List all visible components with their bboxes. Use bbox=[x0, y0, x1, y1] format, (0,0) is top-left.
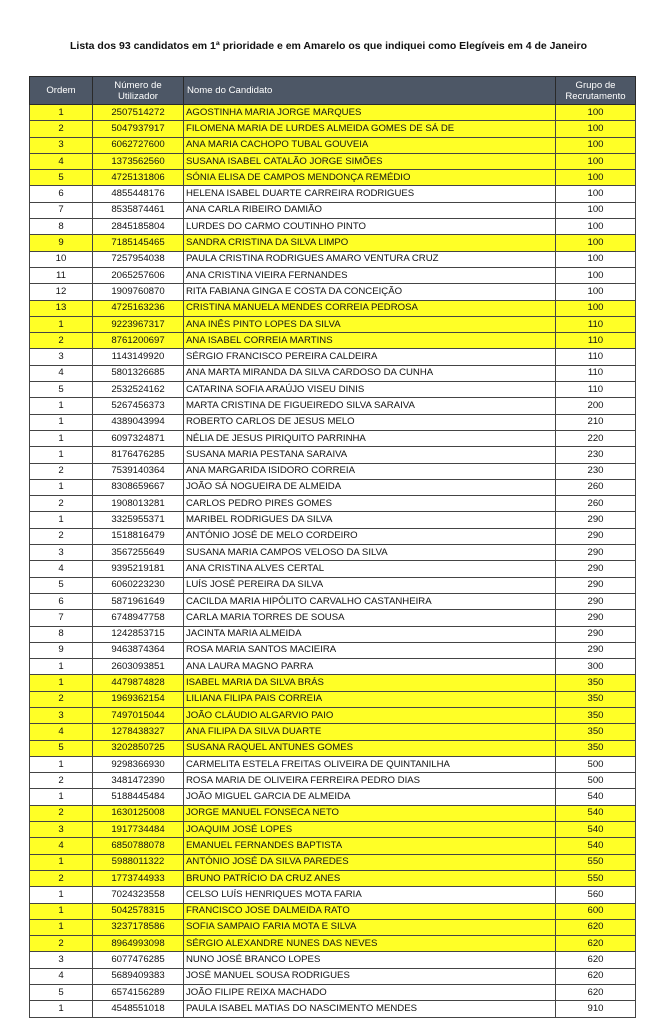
cell-nome-candidato: PAULA ISABEL MATIAS DO NASCIMENTO MENDES bbox=[184, 1001, 556, 1017]
cell-nome-candidato: SUSANA MARIA PESTANA SARAIVA bbox=[184, 447, 556, 463]
cell-grupo-recrutamento: 500 bbox=[556, 756, 636, 772]
table-row bbox=[30, 284, 636, 300]
cell-ordem: 1 bbox=[30, 903, 93, 919]
cell-numero-utilizador: 7539140364 bbox=[93, 463, 184, 479]
cell-ordem: 2 bbox=[30, 805, 93, 821]
table-row bbox=[30, 707, 636, 723]
table-row bbox=[30, 756, 636, 772]
cell-nome-candidato: ANA ISABEL CORREIA MARTINS bbox=[184, 333, 556, 349]
cell-ordem: 2 bbox=[30, 936, 93, 952]
cell-numero-utilizador: 1518816479 bbox=[93, 528, 184, 544]
cell-nome-candidato: JOÃO FILIPE REIXA MACHADO bbox=[184, 985, 556, 1001]
cell-grupo-recrutamento: 100 bbox=[556, 300, 636, 316]
cell-grupo-recrutamento: 100 bbox=[556, 186, 636, 202]
cell-grupo-recrutamento: 540 bbox=[556, 789, 636, 805]
cell-numero-utilizador: 9223967317 bbox=[93, 316, 184, 332]
table-row bbox=[30, 121, 636, 137]
cell-nome-candidato: ANA MARTA MIRANDA DA SILVA CARDOSO DA CUNHA bbox=[184, 365, 556, 381]
cell-nome-candidato: SÉRGIO ALEXANDRE NUNES DAS NEVES bbox=[184, 936, 556, 952]
header-ordem: Ordem bbox=[30, 77, 93, 105]
cell-numero-utilizador: 6060223230 bbox=[93, 577, 184, 593]
table-row bbox=[30, 219, 636, 235]
cell-ordem: 4 bbox=[30, 561, 93, 577]
cell-numero-utilizador: 2845185804 bbox=[93, 219, 184, 235]
cell-numero-utilizador: 3567255649 bbox=[93, 545, 184, 561]
cell-nome-candidato: PAULA CRISTINA RODRIGUES AMARO VENTURA CRUZ bbox=[184, 251, 556, 267]
cell-ordem: 1 bbox=[30, 398, 93, 414]
table-row bbox=[30, 267, 636, 283]
cell-ordem: 11 bbox=[30, 267, 93, 283]
cell-ordem: 4 bbox=[30, 968, 93, 984]
cell-ordem: 8 bbox=[30, 219, 93, 235]
cell-nome-candidato: SÓNIA ELISA DE CAMPOS MENDONÇA REMÉDIO bbox=[184, 170, 556, 186]
cell-grupo-recrutamento: 100 bbox=[556, 235, 636, 251]
cell-ordem: 1 bbox=[30, 919, 93, 935]
cell-numero-utilizador: 5801326685 bbox=[93, 365, 184, 381]
cell-numero-utilizador: 6850788078 bbox=[93, 838, 184, 854]
cell-nome-candidato: JOSÉ MANUEL SOUSA RODRIGUES bbox=[184, 968, 556, 984]
cell-ordem: 2 bbox=[30, 773, 93, 789]
cell-nome-candidato: JOÃO SÁ NOGUEIRA DE ALMEIDA bbox=[184, 479, 556, 495]
cell-ordem: 2 bbox=[30, 463, 93, 479]
table-row bbox=[30, 349, 636, 365]
cell-grupo-recrutamento: 350 bbox=[556, 675, 636, 691]
cell-ordem: 7 bbox=[30, 610, 93, 626]
cell-nome-candidato: MARTA CRISTINA DE FIGUEIREDO SILVA SARAIVA bbox=[184, 398, 556, 414]
table-row bbox=[30, 512, 636, 528]
table-row bbox=[30, 919, 636, 935]
cell-nome-candidato: ANA CRISTINA ALVES CERTAL bbox=[184, 561, 556, 577]
cell-nome-candidato: LUÍS JOSÉ PEREIRA DA SILVA bbox=[184, 577, 556, 593]
cell-grupo-recrutamento: 350 bbox=[556, 724, 636, 740]
table-row bbox=[30, 985, 636, 1001]
cell-nome-candidato: SÉRGIO FRANCISCO PEREIRA CALDEIRA bbox=[184, 349, 556, 365]
cell-nome-candidato: NÉLIA DE JESUS PIRIQUITO PARRINHA bbox=[184, 430, 556, 446]
cell-ordem: 1 bbox=[30, 105, 93, 121]
cell-ordem: 13 bbox=[30, 300, 93, 316]
table-row bbox=[30, 430, 636, 446]
cell-grupo-recrutamento: 910 bbox=[556, 1001, 636, 1017]
cell-numero-utilizador: 1242853715 bbox=[93, 626, 184, 642]
cell-grupo-recrutamento: 100 bbox=[556, 267, 636, 283]
cell-ordem: 1 bbox=[30, 756, 93, 772]
cell-grupo-recrutamento: 100 bbox=[556, 251, 636, 267]
cell-numero-utilizador: 3481472390 bbox=[93, 773, 184, 789]
table-row bbox=[30, 1001, 636, 1017]
table-row bbox=[30, 870, 636, 886]
cell-ordem: 5 bbox=[30, 170, 93, 186]
cell-ordem: 6 bbox=[30, 593, 93, 609]
cell-ordem: 1 bbox=[30, 447, 93, 463]
cell-grupo-recrutamento: 100 bbox=[556, 153, 636, 169]
cell-grupo-recrutamento: 620 bbox=[556, 985, 636, 1001]
table-row bbox=[30, 691, 636, 707]
table-row bbox=[30, 659, 636, 675]
cell-grupo-recrutamento: 100 bbox=[556, 284, 636, 300]
cell-grupo-recrutamento: 290 bbox=[556, 545, 636, 561]
table-row bbox=[30, 463, 636, 479]
cell-nome-candidato: SOFIA SAMPAIO FARIA MOTA E SILVA bbox=[184, 919, 556, 935]
cell-ordem: 9 bbox=[30, 235, 93, 251]
cell-nome-candidato: ROSA MARIA SANTOS MACIEIRA bbox=[184, 642, 556, 658]
cell-numero-utilizador: 2507514272 bbox=[93, 105, 184, 121]
cell-ordem: 10 bbox=[30, 251, 93, 267]
cell-numero-utilizador: 1908013281 bbox=[93, 496, 184, 512]
cell-nome-candidato: ISABEL MARIA DA SILVA BRÁS bbox=[184, 675, 556, 691]
cell-nome-candidato: JORGE MANUEL FONSECA NETO bbox=[184, 805, 556, 821]
cell-grupo-recrutamento: 540 bbox=[556, 838, 636, 854]
cell-nome-candidato: CRISTINA MANUELA MENDES CORREIA PEDROSA bbox=[184, 300, 556, 316]
cell-ordem: 1 bbox=[30, 789, 93, 805]
cell-numero-utilizador: 4479874828 bbox=[93, 675, 184, 691]
cell-ordem: 4 bbox=[30, 365, 93, 381]
cell-ordem: 2 bbox=[30, 121, 93, 137]
table-row bbox=[30, 561, 636, 577]
table-row bbox=[30, 528, 636, 544]
cell-nome-candidato: CARLA MARIA TORRES DE SOUSA bbox=[184, 610, 556, 626]
table-row bbox=[30, 545, 636, 561]
cell-numero-utilizador: 1917734484 bbox=[93, 822, 184, 838]
cell-numero-utilizador: 1969362154 bbox=[93, 691, 184, 707]
table-body bbox=[30, 105, 636, 1018]
cell-nome-candidato: CACILDA MARIA HIPÓLITO CARVALHO CASTANHEIRA bbox=[184, 593, 556, 609]
cell-grupo-recrutamento: 550 bbox=[556, 870, 636, 886]
table-row bbox=[30, 789, 636, 805]
table-row bbox=[30, 593, 636, 609]
cell-numero-utilizador: 3325955371 bbox=[93, 512, 184, 528]
cell-numero-utilizador: 5047937917 bbox=[93, 121, 184, 137]
cell-grupo-recrutamento: 540 bbox=[556, 805, 636, 821]
cell-nome-candidato: SUSANA MARIA CAMPOS VELOSO DA SILVA bbox=[184, 545, 556, 561]
cell-nome-candidato: ANTÓNIO JOSÉ DE MELO CORDEIRO bbox=[184, 528, 556, 544]
table-row bbox=[30, 137, 636, 153]
cell-nome-candidato: JOÃO CLÁUDIO ALGARVIO PAIO bbox=[184, 707, 556, 723]
table-row bbox=[30, 854, 636, 870]
cell-nome-candidato: LILIANA FILIPA PAIS CORREIA bbox=[184, 691, 556, 707]
cell-numero-utilizador: 4389043994 bbox=[93, 414, 184, 430]
cell-numero-utilizador: 2065257606 bbox=[93, 267, 184, 283]
cell-numero-utilizador: 7257954038 bbox=[93, 251, 184, 267]
cell-ordem: 1 bbox=[30, 675, 93, 691]
cell-grupo-recrutamento: 100 bbox=[556, 219, 636, 235]
cell-nome-candidato: FRANCISCO JOSE DALMEIDA RATO bbox=[184, 903, 556, 919]
table-row bbox=[30, 251, 636, 267]
cell-grupo-recrutamento: 620 bbox=[556, 936, 636, 952]
cell-numero-utilizador: 6077476285 bbox=[93, 952, 184, 968]
cell-nome-candidato: EMANUEL FERNANDES BAPTISTA bbox=[184, 838, 556, 854]
cell-grupo-recrutamento: 230 bbox=[556, 463, 636, 479]
table-row bbox=[30, 316, 636, 332]
cell-nome-candidato: ANA INÊS PINTO LOPES DA SILVA bbox=[184, 316, 556, 332]
cell-nome-candidato: AGOSTINHA MARIA JORGE MARQUES bbox=[184, 105, 556, 121]
cell-grupo-recrutamento: 230 bbox=[556, 447, 636, 463]
cell-numero-utilizador: 1278438327 bbox=[93, 724, 184, 740]
cell-grupo-recrutamento: 260 bbox=[556, 479, 636, 495]
header-numero-utilizador: Número de Utilizador bbox=[93, 77, 184, 105]
candidates-table bbox=[29, 76, 636, 1018]
cell-grupo-recrutamento: 110 bbox=[556, 365, 636, 381]
cell-ordem: 12 bbox=[30, 284, 93, 300]
table-row bbox=[30, 496, 636, 512]
cell-nome-candidato: MARIBEL RODRIGUES DA SILVA bbox=[184, 512, 556, 528]
table-header-row bbox=[30, 77, 636, 105]
cell-ordem: 1 bbox=[30, 316, 93, 332]
cell-grupo-recrutamento: 100 bbox=[556, 105, 636, 121]
cell-grupo-recrutamento: 210 bbox=[556, 414, 636, 430]
cell-nome-candidato: ANA LAURA MAGNO PARRA bbox=[184, 659, 556, 675]
cell-nome-candidato: SANDRA CRISTINA DA SILVA LIMPO bbox=[184, 235, 556, 251]
cell-ordem: 5 bbox=[30, 577, 93, 593]
table-row bbox=[30, 952, 636, 968]
cell-ordem: 1 bbox=[30, 854, 93, 870]
cell-nome-candidato: RITA FABIANA GINGA E COSTA DA CONCEIÇÃO bbox=[184, 284, 556, 300]
cell-ordem: 2 bbox=[30, 528, 93, 544]
cell-numero-utilizador: 5042578315 bbox=[93, 903, 184, 919]
cell-numero-utilizador: 7185145465 bbox=[93, 235, 184, 251]
cell-grupo-recrutamento: 100 bbox=[556, 202, 636, 218]
cell-ordem: 5 bbox=[30, 740, 93, 756]
cell-ordem: 9 bbox=[30, 642, 93, 658]
cell-grupo-recrutamento: 200 bbox=[556, 398, 636, 414]
table-row bbox=[30, 300, 636, 316]
cell-ordem: 4 bbox=[30, 838, 93, 854]
cell-numero-utilizador: 4855448176 bbox=[93, 186, 184, 202]
cell-nome-candidato: ROSA MARIA DE OLIVEIRA FERREIRA PEDRO DIAS bbox=[184, 773, 556, 789]
cell-numero-utilizador: 5689409383 bbox=[93, 968, 184, 984]
cell-ordem: 3 bbox=[30, 707, 93, 723]
cell-grupo-recrutamento: 620 bbox=[556, 919, 636, 935]
cell-numero-utilizador: 1909760870 bbox=[93, 284, 184, 300]
cell-ordem: 5 bbox=[30, 382, 93, 398]
cell-numero-utilizador: 3237178586 bbox=[93, 919, 184, 935]
cell-ordem: 6 bbox=[30, 186, 93, 202]
cell-ordem: 2 bbox=[30, 333, 93, 349]
cell-numero-utilizador: 5188445484 bbox=[93, 789, 184, 805]
table-row bbox=[30, 805, 636, 821]
cell-ordem: 4 bbox=[30, 724, 93, 740]
cell-nome-candidato: CATARINA SOFIA ARAÚJO VISEU DINIS bbox=[184, 382, 556, 398]
cell-grupo-recrutamento: 290 bbox=[556, 642, 636, 658]
cell-ordem: 2 bbox=[30, 496, 93, 512]
table-row bbox=[30, 414, 636, 430]
cell-numero-utilizador: 4548551018 bbox=[93, 1001, 184, 1017]
table-row bbox=[30, 936, 636, 952]
table-row bbox=[30, 822, 636, 838]
cell-numero-utilizador: 8761200697 bbox=[93, 333, 184, 349]
table-row bbox=[30, 903, 636, 919]
cell-grupo-recrutamento: 110 bbox=[556, 382, 636, 398]
table-row bbox=[30, 186, 636, 202]
cell-ordem: 3 bbox=[30, 349, 93, 365]
cell-grupo-recrutamento: 350 bbox=[556, 740, 636, 756]
cell-grupo-recrutamento: 110 bbox=[556, 349, 636, 365]
cell-numero-utilizador: 6062727600 bbox=[93, 137, 184, 153]
cell-grupo-recrutamento: 560 bbox=[556, 887, 636, 903]
cell-grupo-recrutamento: 290 bbox=[556, 577, 636, 593]
table-row bbox=[30, 838, 636, 854]
table-row bbox=[30, 153, 636, 169]
cell-grupo-recrutamento: 220 bbox=[556, 430, 636, 446]
table-row bbox=[30, 202, 636, 218]
cell-numero-utilizador: 3202850725 bbox=[93, 740, 184, 756]
cell-ordem: 3 bbox=[30, 822, 93, 838]
cell-grupo-recrutamento: 600 bbox=[556, 903, 636, 919]
cell-grupo-recrutamento: 500 bbox=[556, 773, 636, 789]
cell-nome-candidato: JACINTA MARIA ALMEIDA bbox=[184, 626, 556, 642]
cell-ordem: 1 bbox=[30, 887, 93, 903]
cell-ordem: 2 bbox=[30, 691, 93, 707]
cell-grupo-recrutamento: 100 bbox=[556, 121, 636, 137]
cell-nome-candidato: SUSANA RAQUEL ANTUNES GOMES bbox=[184, 740, 556, 756]
cell-numero-utilizador: 1373562560 bbox=[93, 153, 184, 169]
cell-grupo-recrutamento: 290 bbox=[556, 593, 636, 609]
cell-ordem: 1 bbox=[30, 430, 93, 446]
cell-grupo-recrutamento: 540 bbox=[556, 822, 636, 838]
cell-ordem: 3 bbox=[30, 137, 93, 153]
table-row bbox=[30, 382, 636, 398]
cell-numero-utilizador: 2603093851 bbox=[93, 659, 184, 675]
cell-nome-candidato: FILOMENA MARIA DE LURDES ALMEIDA GOMES DE SÁ DE bbox=[184, 121, 556, 137]
table-row bbox=[30, 479, 636, 495]
table-row bbox=[30, 740, 636, 756]
cell-nome-candidato: ANA CRISTINA VIEIRA FERNANDES bbox=[184, 267, 556, 283]
header-grupo-recrutamento: Grupo de Recrutamento bbox=[556, 77, 636, 105]
cell-nome-candidato: NUNO JOSÉ BRANCO LOPES bbox=[184, 952, 556, 968]
table-row bbox=[30, 642, 636, 658]
cell-numero-utilizador: 5267456373 bbox=[93, 398, 184, 414]
table-row bbox=[30, 577, 636, 593]
table-row bbox=[30, 235, 636, 251]
cell-numero-utilizador: 9395219181 bbox=[93, 561, 184, 577]
header-nome-candidato: Nome do Candidato bbox=[184, 77, 556, 105]
cell-nome-candidato: ANA MARIA CACHOPO TUBAL GOUVEIA bbox=[184, 137, 556, 153]
cell-grupo-recrutamento: 620 bbox=[556, 968, 636, 984]
cell-grupo-recrutamento: 350 bbox=[556, 691, 636, 707]
table-row bbox=[30, 968, 636, 984]
cell-numero-utilizador: 1630125008 bbox=[93, 805, 184, 821]
table-row bbox=[30, 675, 636, 691]
table-row bbox=[30, 773, 636, 789]
cell-nome-candidato: JOAQUIM JOSÉ LOPES bbox=[184, 822, 556, 838]
cell-grupo-recrutamento: 290 bbox=[556, 512, 636, 528]
cell-ordem: 3 bbox=[30, 952, 93, 968]
cell-ordem: 5 bbox=[30, 985, 93, 1001]
cell-grupo-recrutamento: 350 bbox=[556, 707, 636, 723]
cell-grupo-recrutamento: 290 bbox=[556, 561, 636, 577]
cell-nome-candidato: CELSO LUÍS HENRIQUES MOTA FARIA bbox=[184, 887, 556, 903]
cell-numero-utilizador: 5988011322 bbox=[93, 854, 184, 870]
cell-ordem: 8 bbox=[30, 626, 93, 642]
table-row bbox=[30, 105, 636, 121]
cell-nome-candidato: ANTÓNIO JOSÉ DA SILVA PAREDES bbox=[184, 854, 556, 870]
cell-numero-utilizador: 2532524162 bbox=[93, 382, 184, 398]
table-row bbox=[30, 626, 636, 642]
cell-numero-utilizador: 6748947758 bbox=[93, 610, 184, 626]
cell-grupo-recrutamento: 300 bbox=[556, 659, 636, 675]
cell-grupo-recrutamento: 260 bbox=[556, 496, 636, 512]
cell-numero-utilizador: 1773744933 bbox=[93, 870, 184, 886]
cell-ordem: 1 bbox=[30, 512, 93, 528]
cell-nome-candidato: ANA MARGARIDA ISIDORO CORREIA bbox=[184, 463, 556, 479]
cell-ordem: 4 bbox=[30, 153, 93, 169]
cell-nome-candidato: BRUNO PATRÍCIO DA CRUZ ANES bbox=[184, 870, 556, 886]
cell-grupo-recrutamento: 290 bbox=[556, 610, 636, 626]
cell-numero-utilizador: 5871961649 bbox=[93, 593, 184, 609]
cell-nome-candidato: CARLOS PEDRO PIRES GOMES bbox=[184, 496, 556, 512]
table-row bbox=[30, 887, 636, 903]
cell-numero-utilizador: 8535874461 bbox=[93, 202, 184, 218]
table-row bbox=[30, 170, 636, 186]
page-title: Lista dos 93 candidatos em 1ª prioridade e em Amarelo os que indiquei como Elegíveis em 4 de Janeiro bbox=[70, 40, 587, 52]
table-row bbox=[30, 724, 636, 740]
cell-grupo-recrutamento: 290 bbox=[556, 528, 636, 544]
cell-ordem: 1 bbox=[30, 414, 93, 430]
cell-numero-utilizador: 7497015044 bbox=[93, 707, 184, 723]
cell-numero-utilizador: 6097324871 bbox=[93, 430, 184, 446]
cell-numero-utilizador: 4725131806 bbox=[93, 170, 184, 186]
table-row bbox=[30, 610, 636, 626]
cell-grupo-recrutamento: 100 bbox=[556, 137, 636, 153]
cell-ordem: 7 bbox=[30, 202, 93, 218]
cell-numero-utilizador: 8964993098 bbox=[93, 936, 184, 952]
table-row bbox=[30, 365, 636, 381]
table-row bbox=[30, 333, 636, 349]
cell-nome-candidato: JOÃO MIGUEL GARCIA DE ALMEIDA bbox=[184, 789, 556, 805]
cell-nome-candidato: HELENA ISABEL DUARTE CARREIRA RODRIGUES bbox=[184, 186, 556, 202]
cell-ordem: 3 bbox=[30, 545, 93, 561]
cell-grupo-recrutamento: 100 bbox=[556, 170, 636, 186]
cell-numero-utilizador: 6574156289 bbox=[93, 985, 184, 1001]
cell-nome-candidato: ANA FILIPA DA SILVA DUARTE bbox=[184, 724, 556, 740]
cell-ordem: 1 bbox=[30, 479, 93, 495]
table-row bbox=[30, 398, 636, 414]
cell-numero-utilizador: 8308659667 bbox=[93, 479, 184, 495]
cell-nome-candidato: SUSANA ISABEL CATALÃO JORGE SIMÕES bbox=[184, 153, 556, 169]
cell-grupo-recrutamento: 290 bbox=[556, 626, 636, 642]
cell-numero-utilizador: 1143149920 bbox=[93, 349, 184, 365]
cell-grupo-recrutamento: 620 bbox=[556, 952, 636, 968]
cell-ordem: 1 bbox=[30, 659, 93, 675]
cell-ordem: 1 bbox=[30, 1001, 93, 1017]
cell-numero-utilizador: 8176476285 bbox=[93, 447, 184, 463]
cell-grupo-recrutamento: 110 bbox=[556, 333, 636, 349]
cell-grupo-recrutamento: 550 bbox=[556, 854, 636, 870]
table-row bbox=[30, 447, 636, 463]
cell-ordem: 2 bbox=[30, 870, 93, 886]
cell-numero-utilizador: 9298366930 bbox=[93, 756, 184, 772]
cell-nome-candidato: ROBERTO CARLOS DE JESUS MELO bbox=[184, 414, 556, 430]
cell-numero-utilizador: 9463874364 bbox=[93, 642, 184, 658]
cell-nome-candidato: CARMELITA ESTELA FREITAS OLIVEIRA DE QUINTANILHA bbox=[184, 756, 556, 772]
cell-nome-candidato: LURDES DO CARMO COUTINHO PINTO bbox=[184, 219, 556, 235]
cell-grupo-recrutamento: 110 bbox=[556, 316, 636, 332]
cell-numero-utilizador: 4725163236 bbox=[93, 300, 184, 316]
cell-numero-utilizador: 7024323558 bbox=[93, 887, 184, 903]
cell-nome-candidato: ANA CARLA RIBEIRO DAMIÃO bbox=[184, 202, 556, 218]
